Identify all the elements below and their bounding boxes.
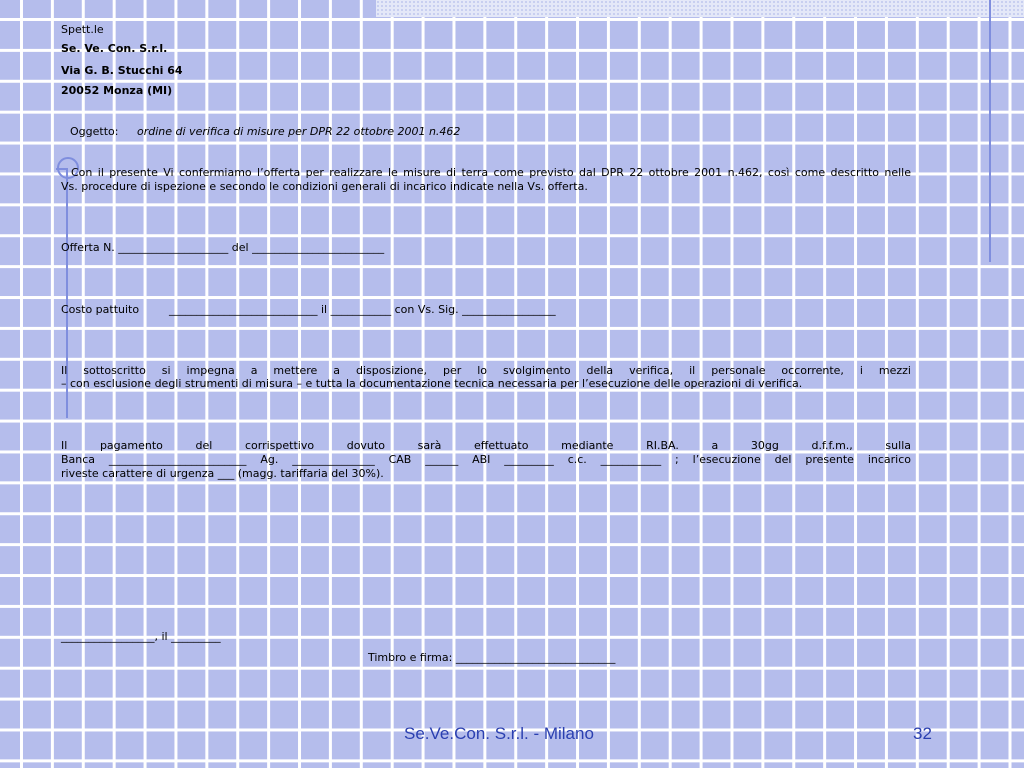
cost-fields: ___________________________ il ___________ con Vs. Sig. _________________ <box>169 303 556 316</box>
commitment-line-2: – con esclusione degli strumenti di misura – e tutta la documentazione tecnica necessaria per l’esecuzione delle operazioni di verifica. <box>61 377 803 390</box>
payment-line-1: Il pagamento del corrispettivo dovuto sarà effettuato mediante RI.BA. a 30gg d.f.f.m., sulla <box>61 439 911 452</box>
payment-line-2: Banca _________________________ Ag. _______________ CAB ______ ABI _________ c.c. ___________ ; l’esecuzione del presente incarico <box>61 453 911 466</box>
footer-page-number: 32 <box>913 724 932 743</box>
offer-line: Offerta N. ____________________ del ________________________ <box>61 241 385 254</box>
signature-line: Timbro e firma: _____________________________ <box>368 651 616 664</box>
recipient-greeting: Spett.le <box>61 23 104 36</box>
footer-company: Se.Ve.Con. S.r.l. - Milano <box>404 724 594 743</box>
right-vertical-rule <box>989 0 991 262</box>
intro-line-2: Vs. procedure di ispezione e secondo le condizioni generali di incarico indicate nella Vs. offerta. <box>61 180 588 193</box>
intro-line-1: Con il presente Vi confermiamo l’offerta per realizzare le misure di terra come previsto dal DPR 22 ottobre 2001 n.462, così come descritto nelle <box>71 166 911 179</box>
place-date-line: _________________, il _________ <box>61 630 221 643</box>
top-decorative-band <box>376 0 1024 17</box>
cost-label: Costo pattuito <box>61 303 140 316</box>
payment-line-3: riveste carattere di urgenza ___ (magg. tariffaria del 30%). <box>61 467 384 480</box>
subject-text: ordine di verifica di misure per DPR 22 ottobre 2001 n.462 <box>137 125 461 138</box>
recipient-company: Se. Ve. Con. S.r.l. <box>61 42 168 55</box>
commitment-line-1: Il sottoscritto si impegna a mettere a disposizione, per lo svolgimento della verifica, il personale occorrente, i mezzi <box>61 364 911 377</box>
recipient-street: Via G. B. Stucchi 64 <box>61 64 183 77</box>
recipient-city: 20052 Monza (MI) <box>61 84 173 97</box>
subject-label: Oggetto: <box>70 125 119 138</box>
